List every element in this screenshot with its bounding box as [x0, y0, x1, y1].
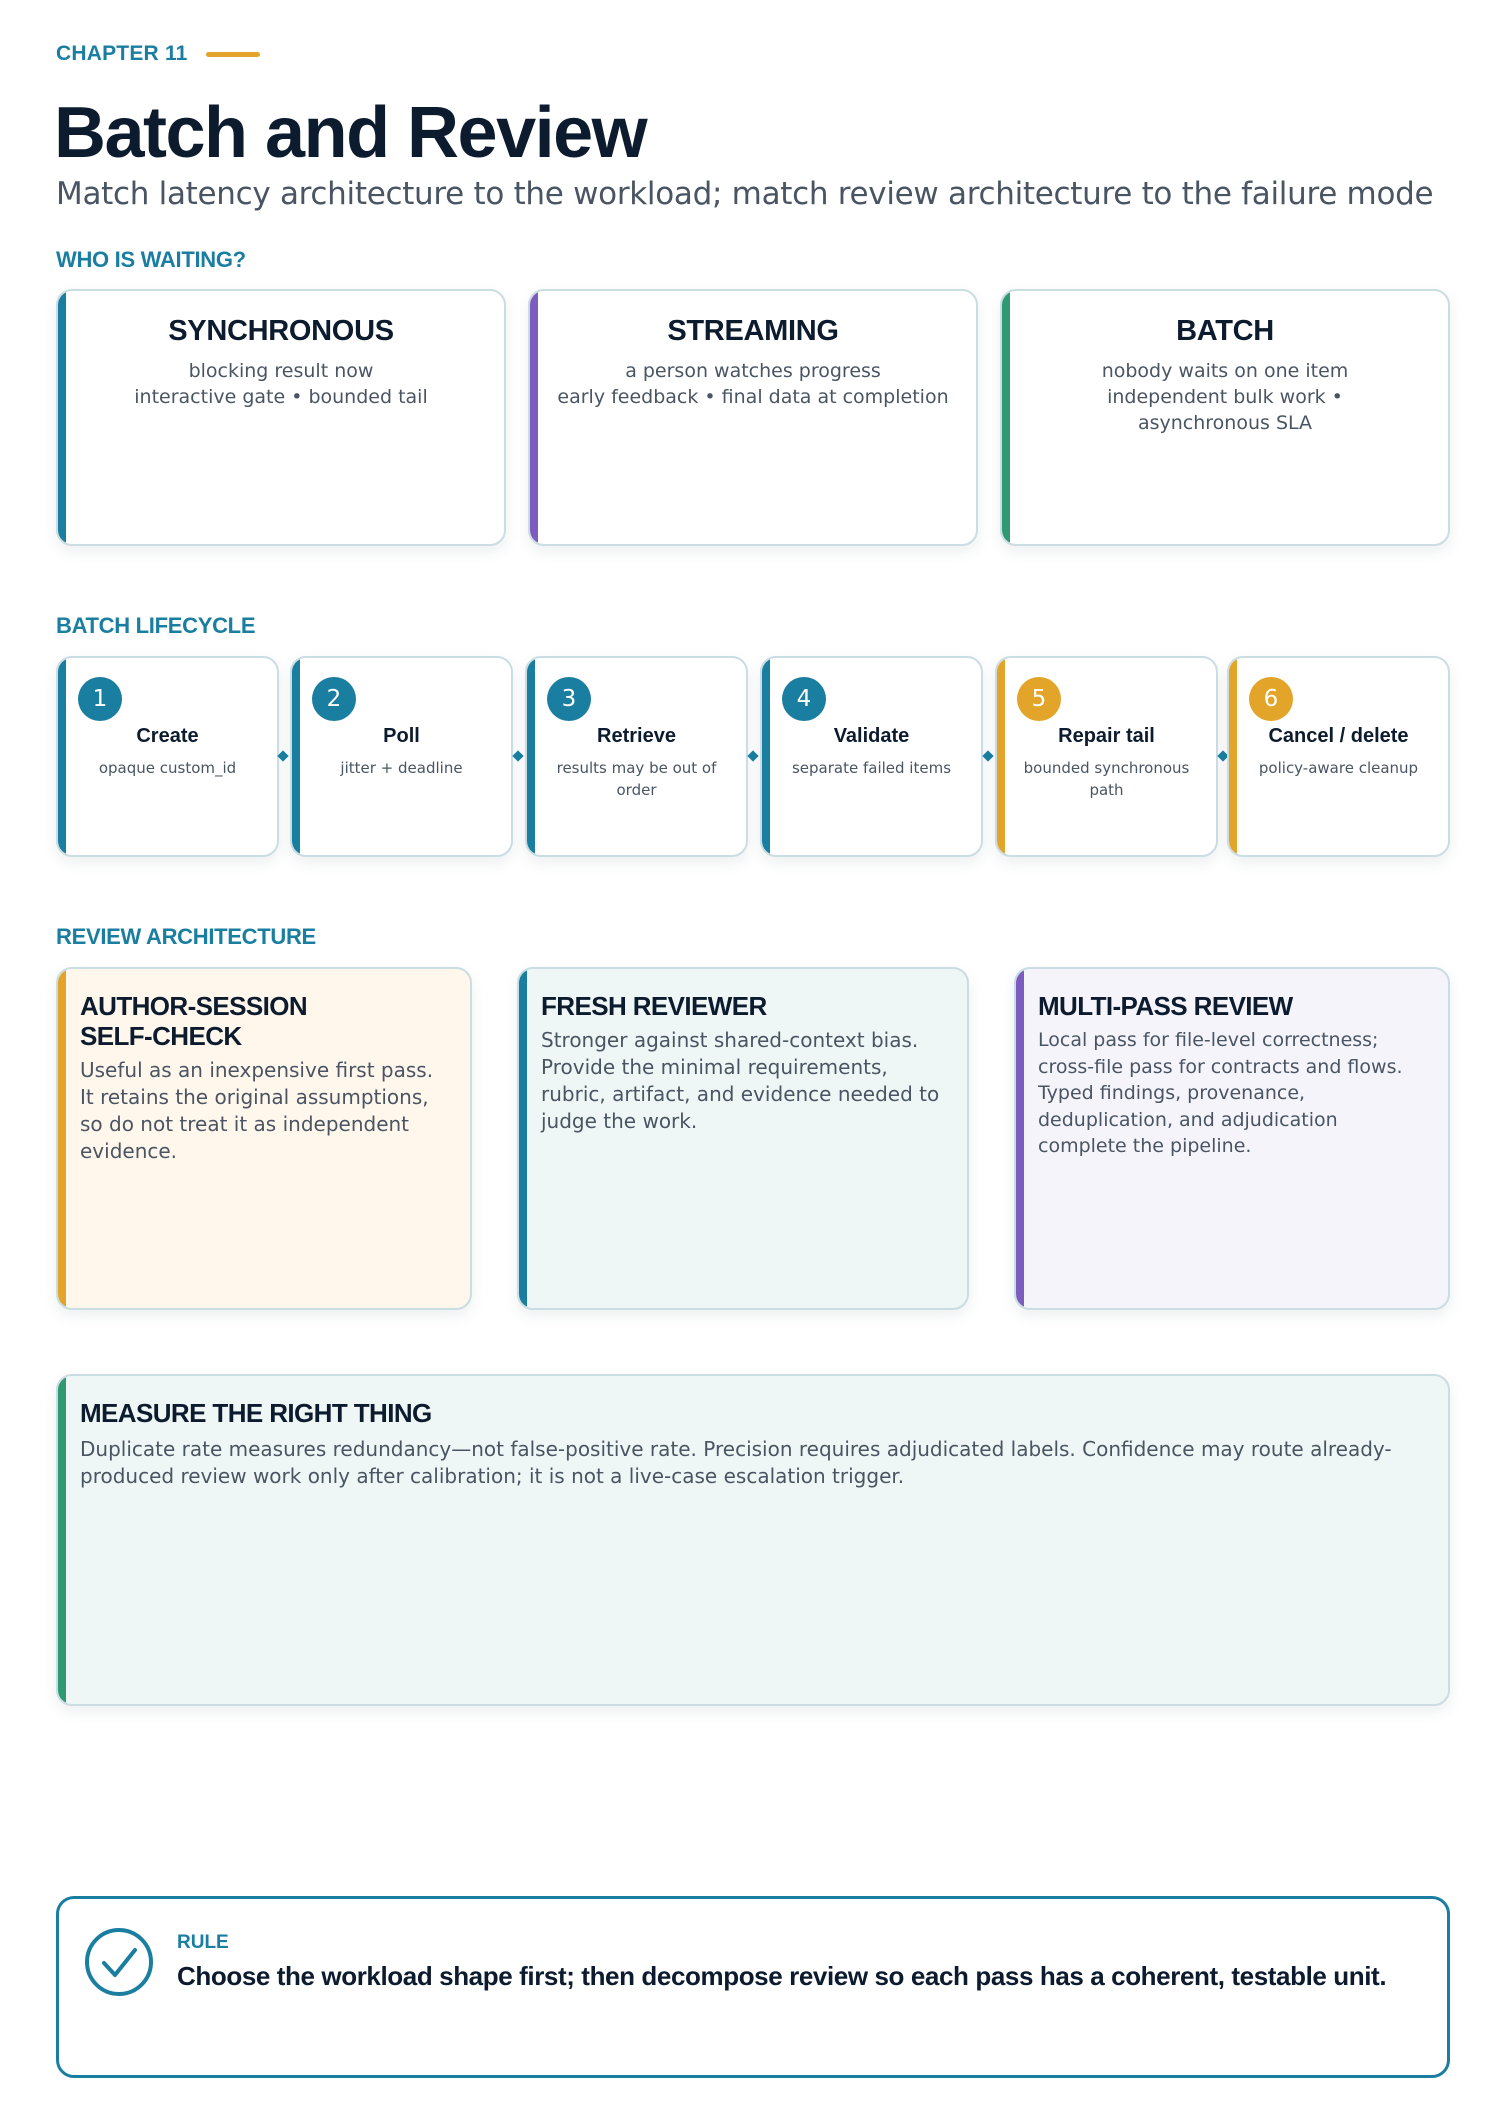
step-title: Repair tail [1058, 725, 1155, 747]
section-label-review: REVIEW ARCHITECTURE [56, 924, 316, 949]
card-accent-bar [58, 658, 66, 855]
lifecycle-step-validate [760, 656, 983, 857]
arrow-connector [512, 750, 523, 761]
step-title: Cancel / delete [1268, 725, 1409, 747]
wait-card-line: a person watches progress [625, 360, 881, 382]
rule-callout [56, 1896, 1450, 2078]
step-number-badge: 5 [1017, 677, 1061, 721]
step-description: jitter + deadline [340, 759, 463, 777]
wait-card-title: SYNCHRONOUS [168, 315, 394, 347]
review-card-body: Local pass for file-level correctness; cross-file pass for contracts and flows. Typed findings, provenance, deduplication, and adjudication complete the pipeline. [1038, 1029, 1403, 1157]
step-number-badge: 6 [1249, 677, 1293, 721]
card-accent-bar [527, 658, 535, 855]
review-card-fresh-reviewer [517, 967, 969, 1310]
wait-card-title: STREAMING [667, 315, 839, 347]
step-title: Create [136, 725, 199, 747]
wait-card-line: nobody waits on one item [1101, 360, 1349, 382]
card-accent-bar [519, 969, 527, 1308]
page-subtitle: Match latency architecture to the workload; match review architecture to the failure mode [56, 176, 1434, 212]
card-accent-bar [1229, 658, 1237, 855]
step-description: bounded synchronous path [1023, 759, 1190, 799]
step-description: policy-aware cleanup [1258, 759, 1419, 777]
section-label-waiting: WHO IS WAITING? [56, 247, 246, 272]
measure-title: MEASURE THE RIGHT THING [80, 1398, 432, 1428]
review-card-body: Stronger against shared-context bias. Provide the minimal requirements, rubric, artifact, and evidence needed to judge the work. [541, 1028, 940, 1133]
section-label-lifecycle: BATCH LIFECYCLE [56, 613, 256, 638]
wait-card-title: BATCH [1176, 315, 1274, 347]
card-accent-bar [1016, 969, 1024, 1308]
chapter-accent-rule [206, 52, 260, 57]
wait-card-line: independent bulk work • asynchronous SLA [1107, 386, 1343, 434]
card-accent-bar [997, 658, 1005, 855]
step-description: opaque custom_id [98, 759, 237, 777]
review-card-multi-pass [1014, 967, 1450, 1310]
step-title: Validate [833, 725, 910, 747]
lifecycle-step-cancel-delete [1227, 656, 1450, 857]
step-number-badge: 1 [78, 677, 122, 721]
card-accent-bar [58, 291, 66, 544]
wait-card-line: interactive gate • bounded tail [134, 386, 428, 408]
card-accent-bar [58, 1376, 66, 1704]
rule-label: RULE [177, 1932, 229, 1953]
arrow-connector [747, 750, 758, 761]
page-title: Batch and Review [54, 93, 647, 173]
review-card-title: MULTI-PASS REVIEW [1038, 991, 1293, 1021]
card-accent-bar [292, 658, 300, 855]
lifecycle-step-retrieve [525, 656, 748, 857]
lifecycle-step-repair-tail [995, 656, 1218, 857]
step-title: Poll [383, 725, 420, 747]
chapter-label: CHAPTER 11 [56, 42, 188, 65]
measure-body: Duplicate rate measures redundancy—not false-positive rate. Precision requires adjudicated labels. Confidence may route already-produced review work only after calibration; it is not a live-case escalation trigger. [80, 1437, 1392, 1488]
wait-card-batch [1000, 289, 1450, 546]
rule-text: Choose the workload shape first; then decompose review so each pass has a coherent, testable unit. [177, 1961, 1387, 1991]
measure-callout [56, 1374, 1450, 1706]
step-number-badge: 4 [782, 677, 826, 721]
wait-card-synchronous [56, 289, 506, 546]
checkmark-circle-icon [83, 1926, 155, 1998]
step-description: separate failed items [791, 759, 952, 777]
wait-card-line: blocking result now [188, 360, 374, 382]
card-accent-bar [762, 658, 770, 855]
review-card-title: FRESH REVIEWER [541, 991, 767, 1021]
card-accent-bar [1002, 291, 1010, 544]
wait-card-streaming [528, 289, 978, 546]
arrow-connector [982, 750, 993, 761]
card-accent-bar [530, 291, 538, 544]
chapter-heading [56, 42, 260, 66]
step-description: results may be out of order [556, 759, 717, 799]
step-number-badge: 3 [547, 677, 591, 721]
lifecycle-step-poll [290, 656, 513, 857]
review-card-title: AUTHOR-SESSION SELF-CHECK [80, 991, 308, 1051]
review-card-body: Useful as an inexpensive first pass. It retains the original assumptions, so do not treat it as independent evidence. [80, 1058, 434, 1163]
step-title: Retrieve [597, 725, 676, 747]
arrow-connector [277, 750, 288, 761]
card-accent-bar [58, 969, 66, 1308]
step-number-badge: 2 [312, 677, 356, 721]
wait-card-line: early feedback • final data at completion [557, 386, 949, 408]
lifecycle-step-create [56, 656, 279, 857]
review-card-self-check [56, 967, 472, 1310]
